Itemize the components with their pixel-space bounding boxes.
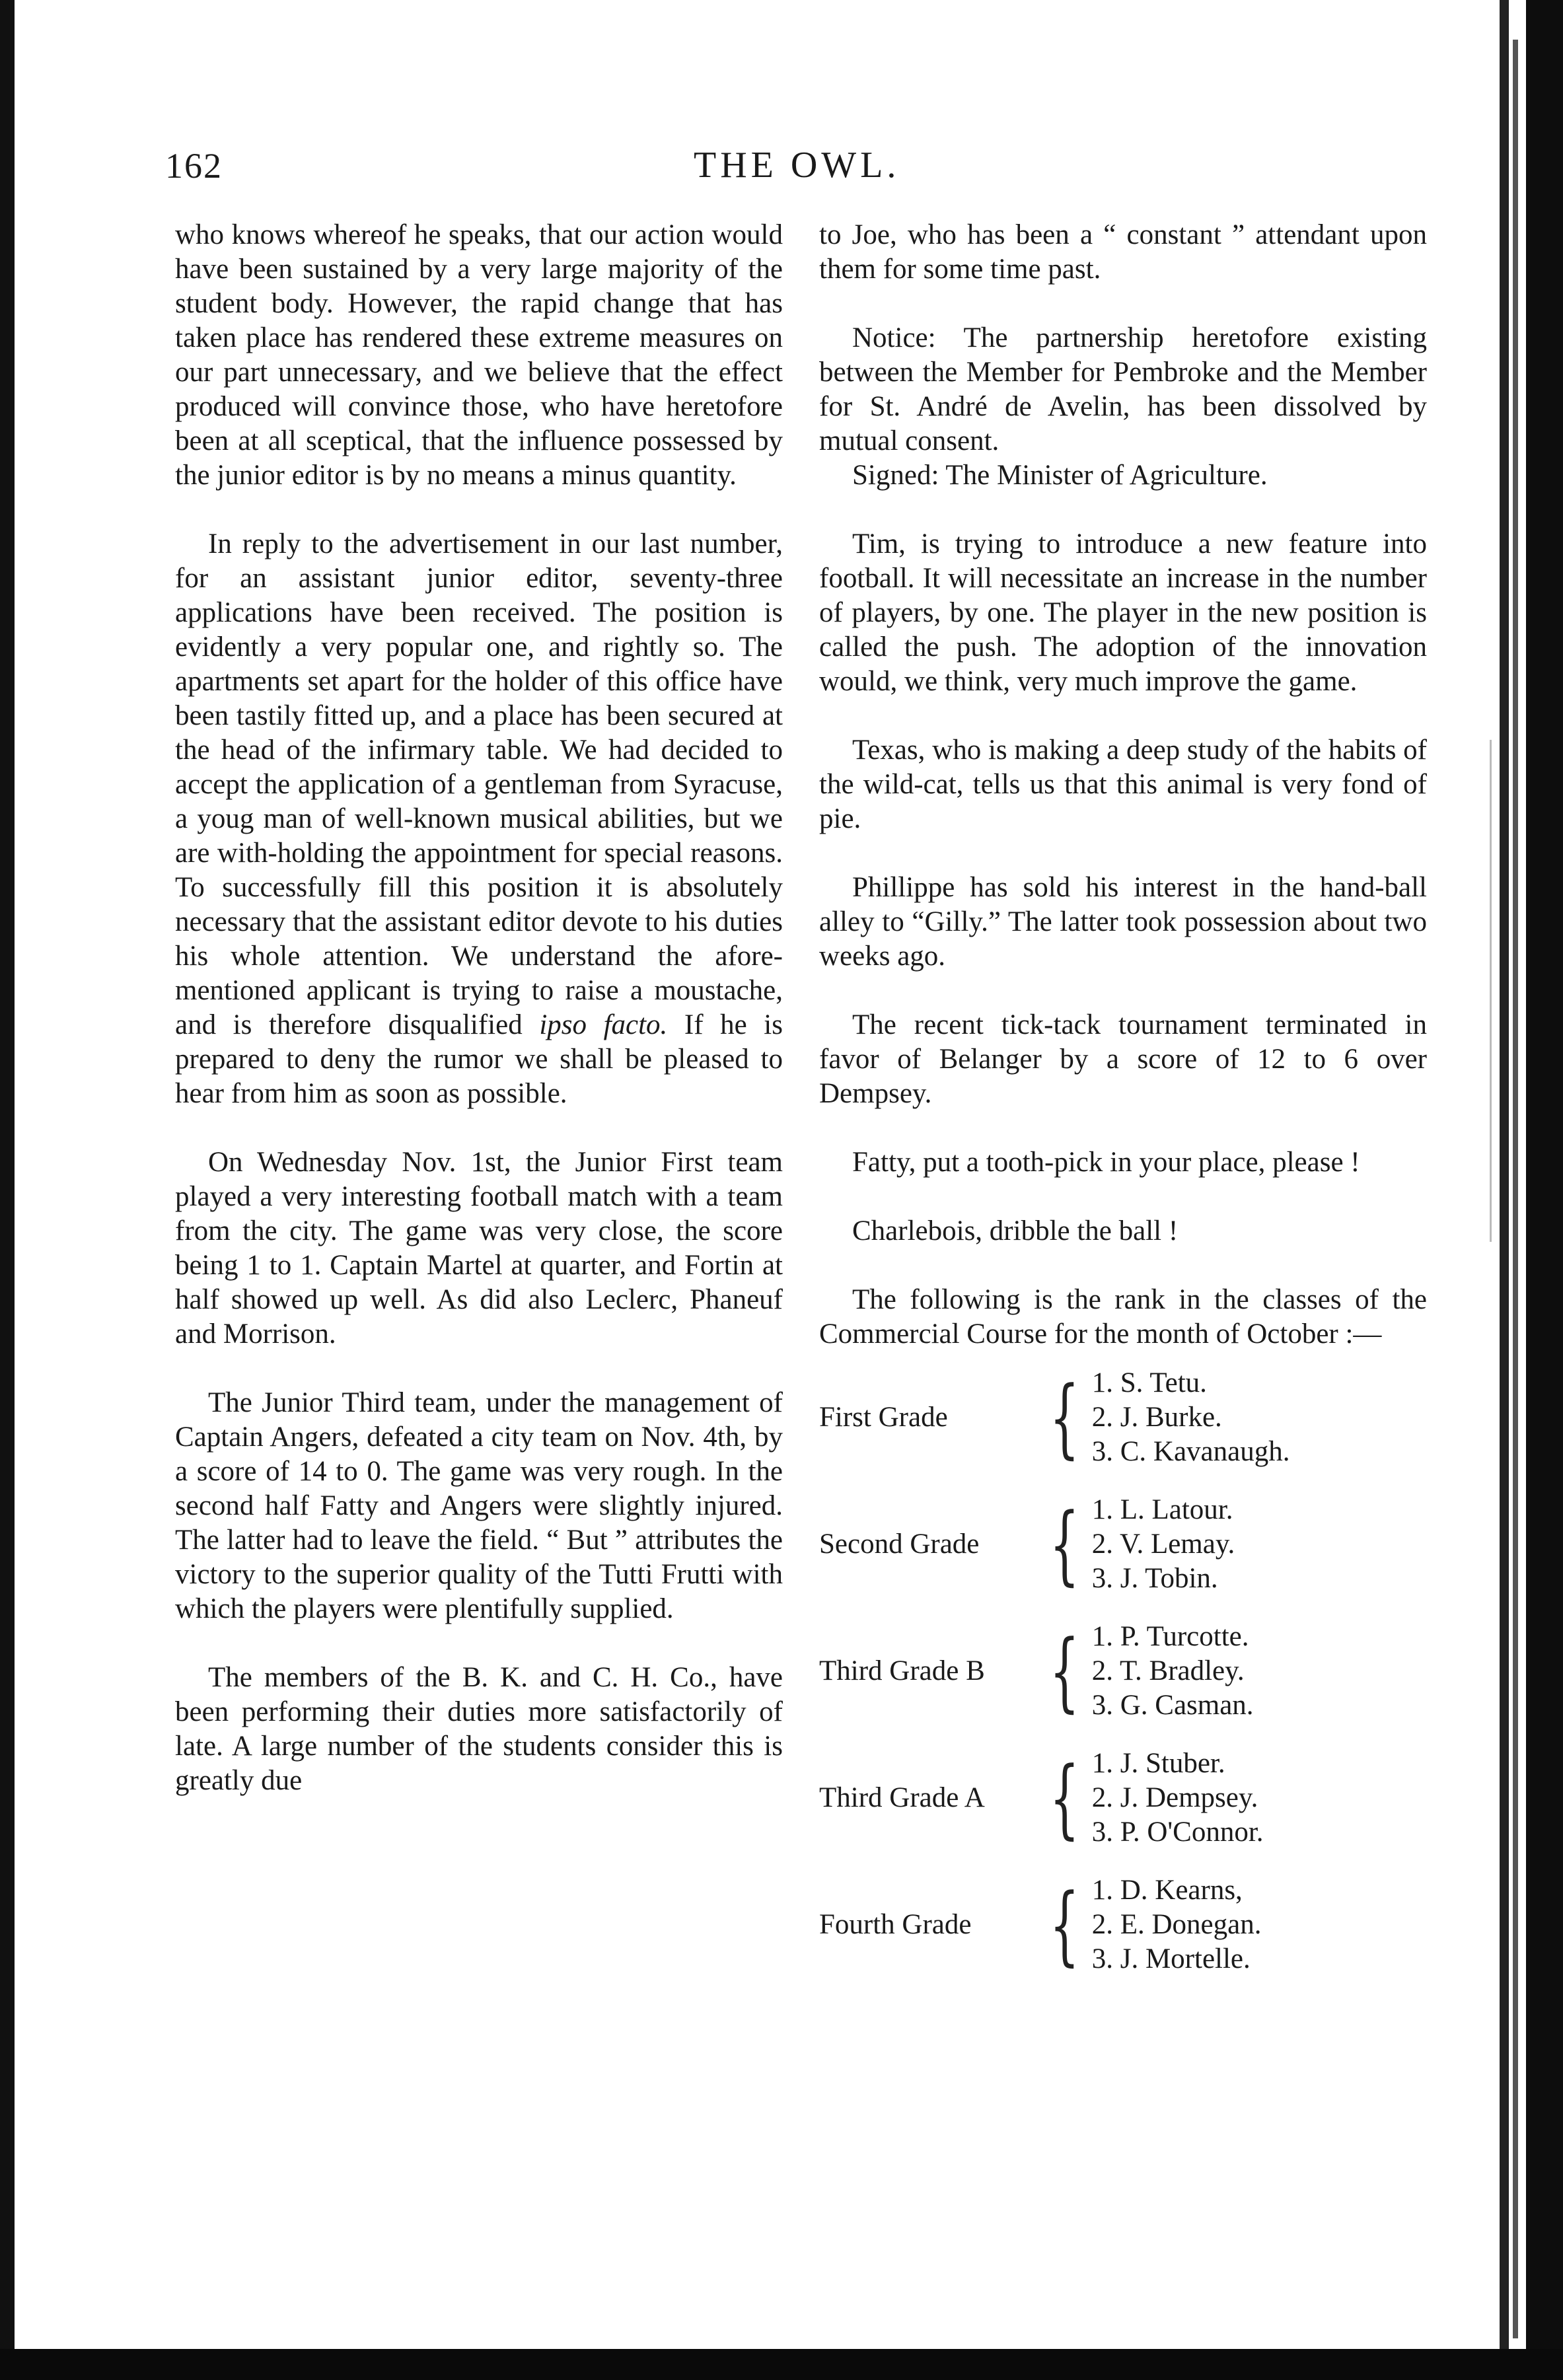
paragraph-notice: Notice: The partnership heretofore existing between the Member for Pembroke and the Member for St. André de Avelin, has been dissolved by mutual consent. <box>819 322 1427 456</box>
page-header <box>165 139 1434 198</box>
paragraph-class-rank-intro: The following is the rank in the classes of the Commercial Course for the month of October :— <box>819 1284 1427 1350</box>
rank-entry: 2. J. Dempsey. <box>1091 1782 1258 1813</box>
scan-gutter-shadow <box>1500 0 1509 2380</box>
paragraph-bk-ch-co: The members of the B. K. and C. H. Co., have been performing their duties more satisfactorily of late. A large number of the students consider this is greatly due <box>175 1662 783 1796</box>
scan-border-right <box>1526 0 1563 2380</box>
scan-border-left <box>0 0 15 2380</box>
paragraph-continued: to Joe, who has been a “ constant ” attendant upon them for some time past. <box>819 219 1427 285</box>
running-title: THE OWL. <box>694 145 900 186</box>
page-number: 162 <box>165 146 223 186</box>
grade-row <box>819 1366 1427 1493</box>
paragraph-tim-football: Tim, is trying to introduce a new feature into football. It will necessitate an increase in the number of players, by one. The player in the new position is called the push. The adoption of the innovation would, we think, very much improve the game. <box>819 528 1427 697</box>
rank-entry: 1. J. Stuber. <box>1091 1748 1225 1779</box>
rank-entry: 3. J. Mortelle. <box>1091 1943 1251 1974</box>
paragraph-fatty: Fatty, put a tooth-pick in your place, please ! <box>852 1147 1360 1178</box>
grade-row <box>819 1747 1427 1873</box>
grade-name: Third Grade B <box>819 1655 985 1686</box>
grade-names <box>1092 1620 1427 1747</box>
paragraph-charlebois: Charlebois, dribble the ball ! <box>852 1215 1179 1246</box>
brace-glyph: { <box>1049 1748 1080 1848</box>
grade-row <box>819 1620 1427 1747</box>
grade-row <box>819 1493 1427 1620</box>
grade-name: Second Grade <box>819 1529 980 1560</box>
rank-entry: 3. P. O'Connor. <box>1091 1817 1264 1848</box>
rank-entry: 2. J. Burke. <box>1091 1402 1222 1433</box>
rank-entry: 1. L. Latour. <box>1091 1494 1233 1525</box>
paragraph-texas: Texas, who is making a deep study of the habits of the wild-cat, tells us that this animal is very fond of pie. <box>819 735 1427 834</box>
rank-entry: 2. E. Donegan. <box>1091 1909 1262 1940</box>
paragraph-phillippe: Phillippe has sold his interest in the hand-ball alley to “Gilly.” The latter took possession about two weeks ago. <box>819 872 1427 972</box>
class-rank-table <box>819 1366 1427 2000</box>
grade-names <box>1092 1493 1427 1620</box>
paragraph-continued: who knows whereof he speaks, that our action would have been sustained by a very large majority of the student body. However, the rapid change that has taken place has rendered these extreme measures on our part unnecessary, and we believe that the effect produced will convince those, who have heretofore been at all sceptical, that the influence possessed by the junior editor is by no means a minus quantity. <box>175 219 783 491</box>
right-column <box>819 218 1427 2000</box>
rank-entry: 1. S. Tetu. <box>1091 1367 1207 1398</box>
brace-glyph: { <box>1049 1875 1080 1975</box>
grade-names <box>1092 1873 1427 2000</box>
paragraph-assistant-editor <box>175 527 783 1111</box>
rank-entry: 2. V. Lemay. <box>1091 1529 1235 1560</box>
rank-entry: 3. C. Kavanaugh. <box>1091 1436 1290 1467</box>
rank-entry: 2. T. Bradley. <box>1091 1655 1245 1686</box>
grade-names <box>1092 1747 1427 1873</box>
italic-phrase: ipso facto. <box>539 1009 668 1040</box>
paragraph-junior-first-team: On Wednesday Nov. 1st, the Junior First team played a very interesting football match with a team from the city. The game was very close, the score being 1 to 1. Captain Martel at quarter, and Fortin at half showed up well. As did also Leclerc, Phaneuf and Morrison. <box>175 1147 783 1350</box>
grade-name: Fourth Grade <box>819 1909 972 1940</box>
paragraph-tournament: The recent tick-tack tournament terminated in favor of Belanger by a score of 12 to 6 over Dempsey. <box>819 1009 1427 1109</box>
scan-border-bottom <box>0 2349 1563 2380</box>
grade-names <box>1092 1366 1427 1493</box>
brace-glyph: { <box>1049 1494 1080 1595</box>
grade-row <box>819 1873 1427 2000</box>
grade-name: Third Grade A <box>819 1782 985 1813</box>
paragraph-text: If he is prepared to deny the rumor we shall be pleased to hear from him as soon as possible. <box>175 1009 783 1109</box>
rank-entry: 1. D. Kearns, <box>1091 1875 1243 1906</box>
signed-line: Signed: The Minister of Agriculture. <box>852 460 1268 491</box>
brace-glyph: { <box>1049 1621 1080 1721</box>
paragraph-text: In reply to the advertisement in our last number, for an assistant junior editor, seventy-three applications have been received. The position is evidently a very popular one, and rightly so. The apartments set apart for the holder of this office have been tastily fitted up, and a place has been secured at the head of the infirmary table. We had decided to accept the application of a gentleman from Syracuse, a youg man of well-known musical abilities, but we are with-holding the appointment for special reasons. To successfully fill this position it is absolutely necessary that the assistant editor devote to his duties his whole attention. We understand the afore-mentioned applicant is trying to raise a moustache, and is therefore disqualified <box>175 528 783 1040</box>
scan-page-edge <box>1513 40 1518 2338</box>
scan-artifact-rule <box>1490 740 1492 1242</box>
grade-name: First Grade <box>819 1402 948 1433</box>
rank-entry: 3. J. Tobin. <box>1091 1563 1218 1594</box>
brace-glyph: { <box>1049 1367 1080 1468</box>
paragraph-junior-third-team: The Junior Third team, under the management of Captain Angers, defeated a city team on Nov. 4th, by a score of 14 to 0. The game was very rough. In the second half Fatty and Angers were slightly injured. The latter had to leave the field. “ But ” attributes the victory to the superior quality of the Tutti Frutti with which the players were plentifully supplied. <box>175 1387 783 1624</box>
rank-entry: 3. G. Casman. <box>1091 1690 1254 1721</box>
left-column <box>175 218 783 1798</box>
rank-entry: 1. P. Turcotte. <box>1091 1621 1249 1652</box>
